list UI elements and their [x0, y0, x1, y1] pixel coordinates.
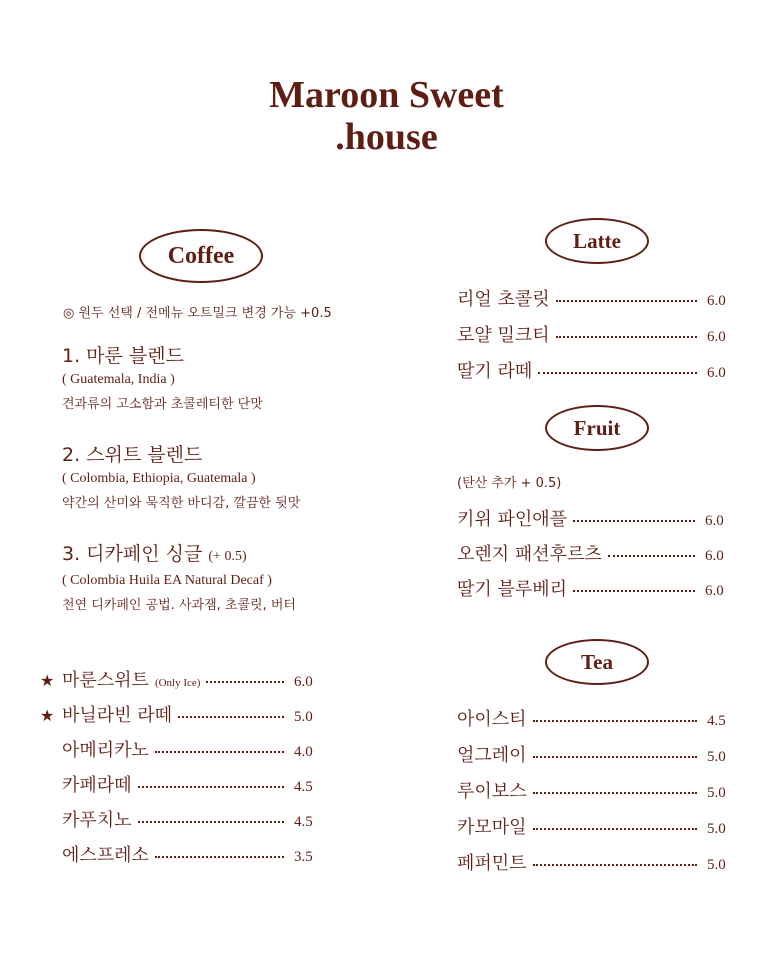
- item-name: 에스프레소: [62, 845, 149, 866]
- menu-item: [457, 505, 731, 530]
- dot-leader: [533, 828, 697, 830]
- menu-item: [40, 701, 320, 726]
- blend-3: [62, 542, 296, 613]
- item-price: 6.0: [705, 513, 724, 529]
- menu-item: [457, 741, 733, 766]
- dot-leader: [155, 856, 284, 858]
- dot-leader: [178, 716, 284, 718]
- fruit-note: (탄산 추가 + 0.5): [457, 476, 562, 491]
- fruit-heading: [545, 405, 649, 451]
- item-name: 딸기 라떼: [457, 361, 533, 382]
- blend-origin: ( Colombia Huila EA Natural Decaf ): [62, 573, 272, 588]
- item-price: 5.0: [707, 821, 726, 837]
- item-name: 카페라떼: [62, 775, 132, 796]
- dot-leader: [155, 751, 284, 753]
- star-icon: ★: [40, 671, 55, 690]
- blend-origin: ( Guatemala, India ): [62, 372, 175, 387]
- item-name: 루이보스: [457, 781, 527, 802]
- item-name: 바닐라빈 라떼: [62, 705, 173, 726]
- item-name: 키위 파인애플: [457, 509, 568, 530]
- star-icon: ★: [40, 706, 55, 725]
- item-name: 카모마일: [457, 817, 527, 838]
- item-price: 5.0: [294, 709, 313, 725]
- item-note: (Only Ice): [154, 677, 201, 689]
- blend-description: 견과류의 고소함과 초콜레티한 단맛: [62, 397, 263, 412]
- dot-leader: [573, 520, 695, 522]
- tea-item-list: [457, 705, 733, 874]
- dot-leader: [556, 336, 697, 338]
- latte-heading: [545, 218, 649, 264]
- item-price: 4.0: [294, 744, 313, 760]
- menu-item: [457, 285, 733, 310]
- item-price: 6.0: [707, 293, 726, 309]
- dot-leader: [608, 555, 695, 557]
- menu-item: [40, 841, 320, 866]
- dot-leader: [538, 372, 697, 374]
- item-name: 로얄 밀크티: [457, 325, 550, 346]
- item-price: 6.0: [294, 674, 313, 690]
- menu-title-line2: .house: [335, 116, 438, 158]
- blend-name-text: 2. 스위트 블렌드: [62, 444, 203, 466]
- menu-item: [457, 575, 731, 600]
- latte-item-list: [457, 285, 733, 382]
- item-price: 4.5: [707, 713, 726, 729]
- menu-title-line1: Maroon Sweet: [269, 74, 504, 116]
- blend-name-text: 3. 디카페인 싱글: [62, 543, 203, 565]
- menu-item: [457, 777, 733, 802]
- latte-heading-label: Latte: [573, 228, 621, 253]
- dot-leader: [533, 720, 697, 722]
- dot-leader: [556, 300, 697, 302]
- item-name: 딸기 블루베리: [457, 579, 568, 600]
- blend-description: 천연 디카페인 공법. 사과잼, 초콜릿, 버터: [62, 598, 296, 613]
- item-price: 6.0: [705, 583, 724, 599]
- dot-leader: [533, 756, 697, 758]
- blend-name-text: 1. 마룬 블렌드: [62, 345, 184, 367]
- item-name: 페퍼민트: [457, 853, 527, 874]
- blend-2: [62, 443, 300, 511]
- item-name: 오렌지 패션후르츠: [457, 544, 602, 565]
- blend-name: [62, 443, 300, 467]
- coffee-heading-label: Coffee: [167, 242, 235, 269]
- menu-item: [457, 321, 733, 346]
- dot-leader: [138, 786, 284, 788]
- item-price: 5.0: [707, 857, 726, 873]
- item-price: 5.0: [707, 785, 726, 801]
- menu-item: [40, 736, 320, 761]
- item-price: 4.5: [294, 779, 313, 795]
- dot-leader: [533, 864, 697, 866]
- item-price: 5.0: [707, 749, 726, 765]
- item-name-text: 마룬스위트: [62, 670, 149, 691]
- item-name: [62, 666, 200, 692]
- item-price: 6.0: [707, 365, 726, 381]
- menu-item: [457, 705, 733, 730]
- item-price: 3.5: [294, 849, 313, 865]
- item-price: 4.5: [294, 814, 313, 830]
- tea-heading-label: Tea: [581, 649, 613, 674]
- blend-name: [62, 344, 263, 368]
- blend-1: [62, 344, 263, 412]
- blend-name: [62, 542, 296, 569]
- item-price: 6.0: [705, 548, 724, 564]
- menu-item: [40, 806, 320, 831]
- blend-origin: ( Colombia, Ethiopia, Guatemala ): [62, 471, 256, 486]
- menu-item: [457, 540, 731, 565]
- item-price: 6.0: [707, 329, 726, 345]
- item-name: 리얼 초콜릿: [457, 289, 550, 310]
- dot-leader: [206, 681, 284, 683]
- item-name: 얼그레이: [457, 745, 527, 766]
- dot-leader: [533, 792, 697, 794]
- coffee-item-list: [40, 666, 320, 866]
- item-name: 카푸치노: [62, 810, 132, 831]
- dot-leader: [573, 590, 695, 592]
- menu-item: [457, 813, 733, 838]
- coffee-heading: [139, 229, 263, 283]
- item-name: 아이스티: [457, 709, 527, 730]
- coffee-note: ◎ 원두 선택 / 전메뉴 오트밀크 변경 가능 +0.5: [63, 306, 332, 321]
- dot-leader: [138, 821, 284, 823]
- tea-heading: [545, 639, 649, 685]
- menu-item: [457, 849, 733, 874]
- fruit-heading-label: Fruit: [573, 415, 621, 440]
- item-name: 아메리카노: [62, 740, 149, 761]
- blend-description: 약간의 산미와 묵직한 바디감, 깔끔한 뒷맛: [62, 496, 301, 511]
- menu-item: [40, 666, 320, 691]
- menu-item: [457, 357, 733, 382]
- blend-extra-price: (+ 0.5): [208, 549, 247, 564]
- menu-item: [40, 771, 320, 796]
- fruit-item-list: [457, 505, 731, 600]
